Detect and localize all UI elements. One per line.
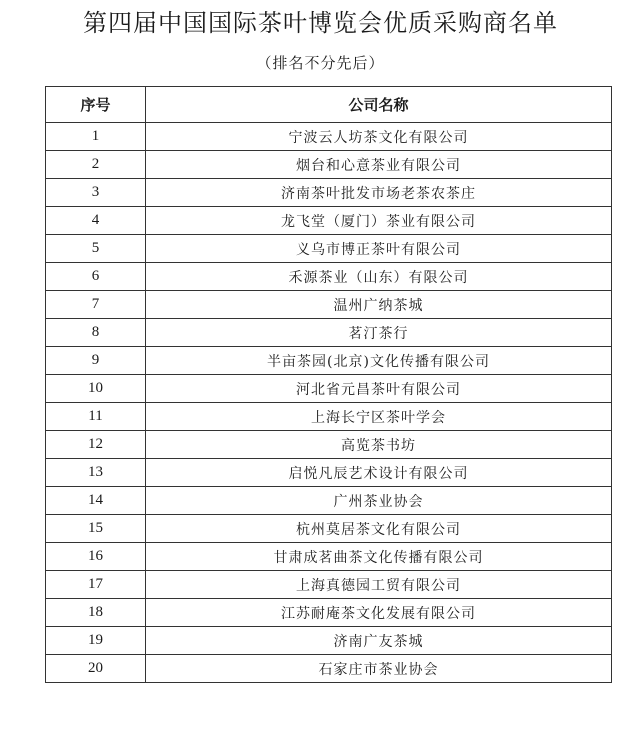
table-row <box>46 179 612 207</box>
table-row <box>46 207 612 235</box>
table-row <box>46 403 612 431</box>
row-index: 16 <box>46 543 146 571</box>
row-index: 3 <box>46 179 146 207</box>
company-name: 济南广友茶城 <box>146 627 612 655</box>
row-index: 19 <box>46 627 146 655</box>
table-row <box>46 655 612 683</box>
row-index: 9 <box>46 347 146 375</box>
table-row <box>46 515 612 543</box>
table-row <box>46 319 612 347</box>
company-name: 广州茶业协会 <box>146 487 612 515</box>
company-name: 上海真德园工贸有限公司 <box>146 571 612 599</box>
company-name: 半亩茶园(北京)文化传播有限公司 <box>146 347 612 375</box>
company-name: 甘肃成茗曲茶文化传播有限公司 <box>146 543 612 571</box>
page-subtitle: （排名不分先后） <box>256 54 385 72</box>
table-row <box>46 627 612 655</box>
row-index: 11 <box>46 403 146 431</box>
table-row <box>46 235 612 263</box>
column-header-index: 序号 <box>46 87 146 123</box>
row-index: 7 <box>46 291 146 319</box>
table-row <box>46 571 612 599</box>
company-name: 温州广纳茶城 <box>146 291 612 319</box>
company-name: 宁波云人坊茶文化有限公司 <box>146 123 612 151</box>
company-name: 济南茶叶批发市场老茶农茶庄 <box>146 179 612 207</box>
row-index: 4 <box>46 207 146 235</box>
table-row <box>46 347 612 375</box>
row-index: 2 <box>46 151 146 179</box>
table-row <box>46 543 612 571</box>
company-name: 龙飞堂（厦门）茶业有限公司 <box>146 207 612 235</box>
company-name: 启悦凡辰艺术设计有限公司 <box>146 459 612 487</box>
row-index: 8 <box>46 319 146 347</box>
company-name: 河北省元昌茶叶有限公司 <box>146 375 612 403</box>
row-index: 18 <box>46 599 146 627</box>
page-title: 第四届中国国际茶叶博览会优质采购商名单 <box>83 9 558 37</box>
table-row <box>46 431 612 459</box>
table-row <box>46 263 612 291</box>
table-row <box>46 291 612 319</box>
row-index: 20 <box>46 655 146 683</box>
row-index: 10 <box>46 375 146 403</box>
company-name: 杭州莫居茶文化有限公司 <box>146 515 612 543</box>
table-row <box>46 459 612 487</box>
table-row <box>46 487 612 515</box>
row-index: 5 <box>46 235 146 263</box>
table-row <box>46 123 612 151</box>
company-name: 石家庄市茶业协会 <box>146 655 612 683</box>
row-index: 1 <box>46 123 146 151</box>
company-name: 江苏耐庵茶文化发展有限公司 <box>146 599 612 627</box>
company-name: 高览茶书坊 <box>146 431 612 459</box>
table-row <box>46 151 612 179</box>
company-name: 上海长宁区茶叶学会 <box>146 403 612 431</box>
buyer-list-table <box>45 86 612 683</box>
row-index: 13 <box>46 459 146 487</box>
row-index: 6 <box>46 263 146 291</box>
table-header-row <box>46 87 612 123</box>
company-name: 禾源茶业（山东）有限公司 <box>146 263 612 291</box>
row-index: 17 <box>46 571 146 599</box>
row-index: 15 <box>46 515 146 543</box>
table-row <box>46 375 612 403</box>
company-name: 义乌市博正茶叶有限公司 <box>146 235 612 263</box>
company-name: 茗汀茶行 <box>146 319 612 347</box>
column-header-company: 公司名称 <box>146 87 612 123</box>
row-index: 14 <box>46 487 146 515</box>
row-index: 12 <box>46 431 146 459</box>
company-name: 烟台和心意茶业有限公司 <box>146 151 612 179</box>
table-row <box>46 599 612 627</box>
